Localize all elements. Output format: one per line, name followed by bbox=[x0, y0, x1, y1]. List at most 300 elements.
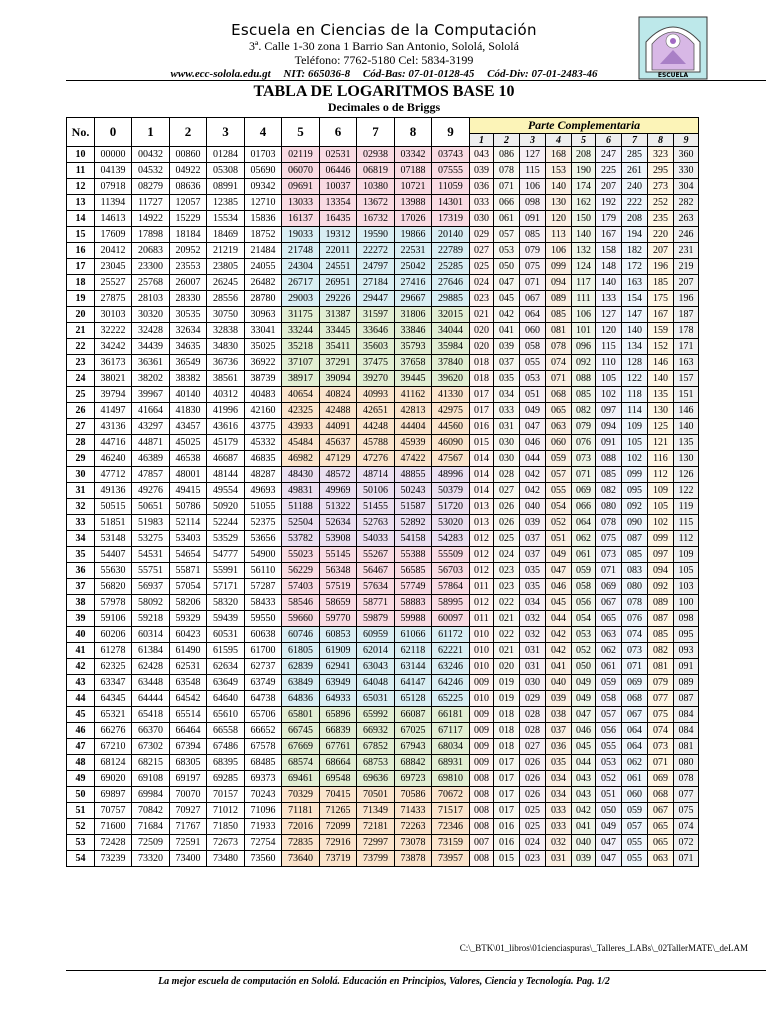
complement-cell: 076 bbox=[622, 611, 648, 627]
complement-cell: 049 bbox=[520, 403, 546, 419]
log-cell: 53275 bbox=[132, 531, 170, 547]
complement-cell: 113 bbox=[546, 227, 572, 243]
log-cell: 61805 bbox=[282, 643, 320, 659]
table-row bbox=[67, 819, 699, 835]
table-row bbox=[67, 787, 699, 803]
log-cell: 44716 bbox=[95, 435, 132, 451]
complement-cell: 134 bbox=[622, 339, 648, 355]
complement-digit-header: 8 bbox=[648, 134, 674, 147]
complement-cell: 022 bbox=[494, 627, 520, 643]
complement-cell: 116 bbox=[648, 451, 674, 467]
log-cell: 21219 bbox=[207, 243, 245, 259]
complement-cell: 073 bbox=[648, 739, 674, 755]
complement-cell: 024 bbox=[470, 275, 494, 291]
table-row bbox=[67, 515, 699, 531]
row-label: 27 bbox=[67, 419, 95, 435]
table-row bbox=[67, 275, 699, 291]
complement-cell: 066 bbox=[572, 499, 596, 515]
log-cell: 36549 bbox=[170, 355, 207, 371]
complement-cell: 115 bbox=[520, 163, 546, 179]
complement-cell: 080 bbox=[596, 499, 622, 515]
complement-cell: 064 bbox=[622, 723, 648, 739]
log-cell: 13672 bbox=[357, 195, 395, 211]
footer-text: La mejor escuela de computación en Sololá. Educación en Principios, Valores, Ciencia y Tecnología. Pag. 1/2 bbox=[158, 976, 610, 987]
row-label: 15 bbox=[67, 227, 95, 243]
complement-cell: 185 bbox=[648, 275, 674, 291]
complement-cell: 106 bbox=[546, 243, 572, 259]
complement-cell: 010 bbox=[470, 691, 494, 707]
log-cell: 53656 bbox=[245, 531, 282, 547]
complement-cell: 020 bbox=[494, 659, 520, 675]
complement-cell: 088 bbox=[596, 451, 622, 467]
complement-cell: 017 bbox=[470, 387, 494, 403]
complement-cell: 019 bbox=[494, 675, 520, 691]
log-cell: 54158 bbox=[395, 531, 432, 547]
log-cell: 44248 bbox=[357, 419, 395, 435]
log-cell: 49554 bbox=[207, 483, 245, 499]
complement-cell: 171 bbox=[674, 339, 699, 355]
log-cell: 24304 bbox=[282, 259, 320, 275]
log-cell: 38917 bbox=[282, 371, 320, 387]
log-cell: 73719 bbox=[320, 851, 357, 867]
complement-cell: 075 bbox=[674, 803, 699, 819]
complement-cell: 304 bbox=[674, 179, 699, 195]
table-row bbox=[67, 659, 699, 675]
log-cell: 63448 bbox=[132, 675, 170, 691]
complement-cell: 140 bbox=[674, 419, 699, 435]
log-cell: 64444 bbox=[132, 691, 170, 707]
complement-cell: 095 bbox=[674, 627, 699, 643]
log-cell: 60853 bbox=[320, 627, 357, 643]
log-cell: 41162 bbox=[395, 387, 432, 403]
complement-cell: 058 bbox=[572, 579, 596, 595]
log-cell: 57171 bbox=[207, 579, 245, 595]
log-cell: 59879 bbox=[357, 611, 395, 627]
log-cell: 17609 bbox=[95, 227, 132, 243]
complement-cell: 078 bbox=[546, 339, 572, 355]
row-label: 22 bbox=[67, 339, 95, 355]
log-cell: 52634 bbox=[320, 515, 357, 531]
complement-cell: 208 bbox=[622, 211, 648, 227]
log-cell: 63949 bbox=[320, 675, 357, 691]
log-cell: 19312 bbox=[320, 227, 357, 243]
complement-cell: 033 bbox=[470, 195, 494, 211]
complement-cell: 088 bbox=[572, 371, 596, 387]
log-cell: 71433 bbox=[395, 803, 432, 819]
complement-cell: 083 bbox=[622, 563, 648, 579]
log-cell: 16435 bbox=[320, 211, 357, 227]
log-cell: 51322 bbox=[320, 499, 357, 515]
log-cell: 34635 bbox=[170, 339, 207, 355]
log-cell: 06070 bbox=[282, 163, 320, 179]
log-cell: 70757 bbox=[95, 803, 132, 819]
log-cell: 54900 bbox=[245, 547, 282, 563]
complement-cell: 208 bbox=[572, 147, 596, 163]
log-cell: 15229 bbox=[170, 211, 207, 227]
log-cell: 73320 bbox=[132, 851, 170, 867]
log-cell: 44404 bbox=[395, 419, 432, 435]
log-cell: 22531 bbox=[395, 243, 432, 259]
log-cell: 17026 bbox=[395, 211, 432, 227]
complement-cell: 046 bbox=[546, 579, 572, 595]
log-cell: 00860 bbox=[170, 147, 207, 163]
complement-cell: 094 bbox=[596, 419, 622, 435]
complement-cell: 159 bbox=[648, 323, 674, 339]
complement-cell: 040 bbox=[546, 675, 572, 691]
complement-cell: 018 bbox=[470, 355, 494, 371]
log-cell: 43775 bbox=[245, 419, 282, 435]
complement-cell: 087 bbox=[674, 691, 699, 707]
row-label: 43 bbox=[67, 675, 95, 691]
log-cell: 49136 bbox=[95, 483, 132, 499]
complement-cell: 010 bbox=[470, 659, 494, 675]
complement-cell: 094 bbox=[648, 563, 674, 579]
log-cell: 70243 bbox=[245, 787, 282, 803]
complement-header: Parte Complementaria bbox=[470, 118, 699, 134]
log-cell: 64738 bbox=[245, 691, 282, 707]
log-cell: 18184 bbox=[170, 227, 207, 243]
log-cell: 72835 bbox=[282, 835, 320, 851]
log-cell: 46240 bbox=[95, 451, 132, 467]
complement-digit-header: 9 bbox=[674, 134, 699, 147]
no-header: No. bbox=[67, 118, 95, 147]
complement-cell: 140 bbox=[622, 323, 648, 339]
complement-cell: 082 bbox=[596, 483, 622, 499]
complement-cell: 069 bbox=[648, 771, 674, 787]
complement-cell: 163 bbox=[674, 355, 699, 371]
complement-cell: 008 bbox=[470, 803, 494, 819]
digit-header: 0 bbox=[95, 118, 132, 147]
log-cell: 21748 bbox=[282, 243, 320, 259]
complement-cell: 059 bbox=[546, 451, 572, 467]
log-cell: 20140 bbox=[432, 227, 470, 243]
log-cell: 23300 bbox=[132, 259, 170, 275]
log-cell: 61172 bbox=[432, 627, 470, 643]
table-row bbox=[67, 323, 699, 339]
complement-cell: 063 bbox=[546, 419, 572, 435]
log-cell: 56703 bbox=[432, 563, 470, 579]
school-phone: Teléfono: 7762-5180 Cel: 5834-3199 bbox=[294, 53, 474, 67]
complement-cell: 122 bbox=[622, 371, 648, 387]
log-cell: 51055 bbox=[245, 499, 282, 515]
complement-cell: 055 bbox=[596, 739, 622, 755]
table-row bbox=[67, 211, 699, 227]
website-link[interactable]: www.ecc-solola.edu.gt bbox=[170, 68, 271, 80]
digit-header: 7 bbox=[357, 118, 395, 147]
log-cell: 13033 bbox=[282, 195, 320, 211]
complement-cell: 060 bbox=[622, 787, 648, 803]
complement-cell: 146 bbox=[648, 355, 674, 371]
log-cell: 52114 bbox=[170, 515, 207, 531]
log-cell: 35603 bbox=[357, 339, 395, 355]
log-cell: 54531 bbox=[132, 547, 170, 563]
table-row bbox=[67, 163, 699, 179]
complement-cell: 089 bbox=[674, 675, 699, 691]
log-cell: 56110 bbox=[245, 563, 282, 579]
log-cell: 58546 bbox=[282, 595, 320, 611]
complement-cell: 179 bbox=[596, 211, 622, 227]
complement-cell: 285 bbox=[622, 147, 648, 163]
log-cell: 41996 bbox=[207, 403, 245, 419]
log-cell: 36173 bbox=[95, 355, 132, 371]
complement-cell: 018 bbox=[494, 739, 520, 755]
log-cell: 67669 bbox=[282, 739, 320, 755]
log-cell: 38202 bbox=[132, 371, 170, 387]
complement-cell: 036 bbox=[546, 739, 572, 755]
log-cell: 57749 bbox=[395, 579, 432, 595]
complement-cell: 061 bbox=[572, 547, 596, 563]
complement-cell: 065 bbox=[648, 819, 674, 835]
log-cell: 37107 bbox=[282, 355, 320, 371]
table-row bbox=[67, 499, 699, 515]
complement-cell: 077 bbox=[648, 691, 674, 707]
page-subtitle: Decimales o de Briggs bbox=[327, 100, 441, 114]
log-cell: 62118 bbox=[395, 643, 432, 659]
row-label: 52 bbox=[67, 819, 95, 835]
complement-cell: 090 bbox=[622, 515, 648, 531]
row-label: 13 bbox=[67, 195, 95, 211]
complement-cell: 026 bbox=[494, 499, 520, 515]
log-cell: 34242 bbox=[95, 339, 132, 355]
log-cell: 09691 bbox=[282, 179, 320, 195]
complement-cell: 047 bbox=[572, 707, 596, 723]
log-cell: 34439 bbox=[132, 339, 170, 355]
complement-cell: 112 bbox=[674, 531, 699, 547]
complement-cell: 045 bbox=[546, 595, 572, 611]
log-cell: 68664 bbox=[320, 755, 357, 771]
complement-cell: 034 bbox=[520, 595, 546, 611]
complement-cell: 031 bbox=[546, 851, 572, 867]
complement-cell: 092 bbox=[648, 579, 674, 595]
log-cell: 54777 bbox=[207, 547, 245, 563]
row-label: 16 bbox=[67, 243, 95, 259]
complement-cell: 028 bbox=[520, 723, 546, 739]
log-cell: 61278 bbox=[95, 643, 132, 659]
complement-cell: 078 bbox=[622, 595, 648, 611]
complement-cell: 007 bbox=[470, 835, 494, 851]
log-cell: 73239 bbox=[95, 851, 132, 867]
complement-cell: 026 bbox=[520, 771, 546, 787]
row-label: 51 bbox=[67, 803, 95, 819]
table-row bbox=[67, 467, 699, 483]
row-label: 23 bbox=[67, 355, 95, 371]
log-cell: 39620 bbox=[432, 371, 470, 387]
log-cell: 51983 bbox=[132, 515, 170, 531]
complement-cell: 071 bbox=[494, 179, 520, 195]
complement-cell: 158 bbox=[596, 243, 622, 259]
complement-cell: 081 bbox=[648, 659, 674, 675]
complement-cell: 040 bbox=[520, 499, 546, 515]
complement-cell: 034 bbox=[494, 387, 520, 403]
log-cell: 47857 bbox=[132, 467, 170, 483]
log-cell: 04922 bbox=[170, 163, 207, 179]
log-cell: 31387 bbox=[320, 307, 357, 323]
complement-cell: 231 bbox=[674, 243, 699, 259]
log-cell: 61066 bbox=[395, 627, 432, 643]
complement-cell: 015 bbox=[470, 435, 494, 451]
complement-digit-header: 7 bbox=[622, 134, 648, 147]
complement-cell: 120 bbox=[546, 211, 572, 227]
log-cell: 60097 bbox=[432, 611, 470, 627]
complement-cell: 009 bbox=[470, 675, 494, 691]
complement-cell: 029 bbox=[470, 227, 494, 243]
log-cell: 45179 bbox=[207, 435, 245, 451]
svg-text:ESCUELA: ESCUELA bbox=[657, 72, 689, 79]
complement-cell: 032 bbox=[520, 627, 546, 643]
complement-cell: 094 bbox=[546, 275, 572, 291]
complement-cell: 065 bbox=[596, 611, 622, 627]
complement-cell: 084 bbox=[674, 723, 699, 739]
log-cell: 67117 bbox=[432, 723, 470, 739]
log-cell: 65801 bbox=[282, 707, 320, 723]
complement-cell: 095 bbox=[622, 483, 648, 499]
log-cell: 68215 bbox=[132, 755, 170, 771]
log-cell: 73799 bbox=[357, 851, 395, 867]
log-cell: 73560 bbox=[245, 851, 282, 867]
complement-cell: 055 bbox=[520, 355, 546, 371]
table-row bbox=[67, 403, 699, 419]
log-cell: 69897 bbox=[95, 787, 132, 803]
log-cell: 19866 bbox=[395, 227, 432, 243]
log-cell: 70927 bbox=[170, 803, 207, 819]
log-cell: 14613 bbox=[95, 211, 132, 227]
log-cell: 66276 bbox=[95, 723, 132, 739]
complement-cell: 039 bbox=[470, 163, 494, 179]
log-cell: 29003 bbox=[282, 291, 320, 307]
log-cell: 45939 bbox=[395, 435, 432, 451]
log-cell: 33445 bbox=[320, 323, 357, 339]
complement-cell: 042 bbox=[520, 467, 546, 483]
complement-cell: 023 bbox=[470, 291, 494, 307]
log-cell: 12057 bbox=[170, 195, 207, 211]
log-cell: 66932 bbox=[357, 723, 395, 739]
log-cell: 38382 bbox=[170, 371, 207, 387]
complement-cell: 252 bbox=[648, 195, 674, 211]
complement-cell: 174 bbox=[572, 179, 596, 195]
row-label: 19 bbox=[67, 291, 95, 307]
log-cell: 63749 bbox=[245, 675, 282, 691]
complement-cell: 053 bbox=[572, 627, 596, 643]
complement-cell: 068 bbox=[648, 787, 674, 803]
complement-cell: 085 bbox=[596, 467, 622, 483]
complement-cell: 071 bbox=[596, 563, 622, 579]
complement-cell: 067 bbox=[520, 291, 546, 307]
log-cell: 29667 bbox=[395, 291, 432, 307]
log-cell: 46090 bbox=[432, 435, 470, 451]
log-cell: 42651 bbox=[357, 403, 395, 419]
complement-cell: 091 bbox=[674, 659, 699, 675]
complement-cell: 330 bbox=[674, 163, 699, 179]
log-cell: 53529 bbox=[207, 531, 245, 547]
complement-cell: 054 bbox=[572, 611, 596, 627]
log-cell: 51188 bbox=[282, 499, 320, 515]
log-cell: 40140 bbox=[170, 387, 207, 403]
log-cell: 66087 bbox=[395, 707, 432, 723]
complement-cell: 037 bbox=[520, 547, 546, 563]
complement-cell: 153 bbox=[546, 163, 572, 179]
log-cell: 18752 bbox=[245, 227, 282, 243]
log-cell: 55991 bbox=[207, 563, 245, 579]
log-cell: 41497 bbox=[95, 403, 132, 419]
row-label: 40 bbox=[67, 627, 95, 643]
log-cell: 55388 bbox=[395, 547, 432, 563]
complement-cell: 036 bbox=[470, 179, 494, 195]
complement-cell: 092 bbox=[622, 499, 648, 515]
log-cell: 70586 bbox=[395, 787, 432, 803]
row-label: 20 bbox=[67, 307, 95, 323]
log-cell: 53148 bbox=[95, 531, 132, 547]
complement-cell: 130 bbox=[546, 195, 572, 211]
log-cell: 70329 bbox=[282, 787, 320, 803]
complement-cell: 042 bbox=[546, 643, 572, 659]
complement-cell: 012 bbox=[470, 531, 494, 547]
cod-bas-text: Cód-Bas: 07-01-0128-45 bbox=[362, 68, 475, 80]
log-cell: 40654 bbox=[282, 387, 320, 403]
complement-cell: 133 bbox=[596, 291, 622, 307]
log-cell: 65321 bbox=[95, 707, 132, 723]
log-cell: 33646 bbox=[357, 323, 395, 339]
log-cell: 50106 bbox=[357, 483, 395, 499]
complement-cell: 012 bbox=[470, 547, 494, 563]
complement-cell: 052 bbox=[596, 771, 622, 787]
log-cell: 08991 bbox=[207, 179, 245, 195]
log-cell: 67852 bbox=[357, 739, 395, 755]
log-cell: 10721 bbox=[395, 179, 432, 195]
log-cell: 13988 bbox=[395, 195, 432, 211]
log-cell: 57054 bbox=[170, 579, 207, 595]
complement-cell: 074 bbox=[622, 627, 648, 643]
complement-cell: 187 bbox=[674, 307, 699, 323]
log-cell: 64542 bbox=[170, 691, 207, 707]
complement-cell: 064 bbox=[572, 515, 596, 531]
complement-cell: 047 bbox=[596, 835, 622, 851]
row-label: 42 bbox=[67, 659, 95, 675]
log-cell: 43616 bbox=[207, 419, 245, 435]
complement-cell: 114 bbox=[622, 403, 648, 419]
complement-cell: 151 bbox=[674, 387, 699, 403]
complement-cell: 062 bbox=[572, 531, 596, 547]
row-label: 33 bbox=[67, 515, 95, 531]
log-cell: 67578 bbox=[245, 739, 282, 755]
complement-cell: 067 bbox=[622, 707, 648, 723]
complement-cell: 030 bbox=[494, 451, 520, 467]
log-cell: 56467 bbox=[357, 563, 395, 579]
log-cell: 59550 bbox=[245, 611, 282, 627]
table-row bbox=[67, 627, 699, 643]
complement-cell: 024 bbox=[494, 547, 520, 563]
complement-digit-header: 4 bbox=[546, 134, 572, 147]
complement-cell: 064 bbox=[520, 307, 546, 323]
complement-cell: 031 bbox=[520, 659, 546, 675]
complement-cell: 008 bbox=[470, 771, 494, 787]
log-cell: 72509 bbox=[132, 835, 170, 851]
log-cell: 38021 bbox=[95, 371, 132, 387]
digit-header: 6 bbox=[320, 118, 357, 147]
log-cell: 69636 bbox=[357, 771, 395, 787]
log-cell: 63246 bbox=[432, 659, 470, 675]
complement-cell: 042 bbox=[494, 307, 520, 323]
log-cell: 72181 bbox=[357, 819, 395, 835]
complement-cell: 061 bbox=[622, 771, 648, 787]
complement-cell: 067 bbox=[648, 803, 674, 819]
complement-cell: 045 bbox=[494, 291, 520, 307]
row-label: 34 bbox=[67, 531, 95, 547]
complement-cell: 058 bbox=[596, 691, 622, 707]
log-cell: 33846 bbox=[395, 323, 432, 339]
complement-cell: 073 bbox=[622, 643, 648, 659]
table-row bbox=[67, 227, 699, 243]
complement-cell: 042 bbox=[572, 803, 596, 819]
